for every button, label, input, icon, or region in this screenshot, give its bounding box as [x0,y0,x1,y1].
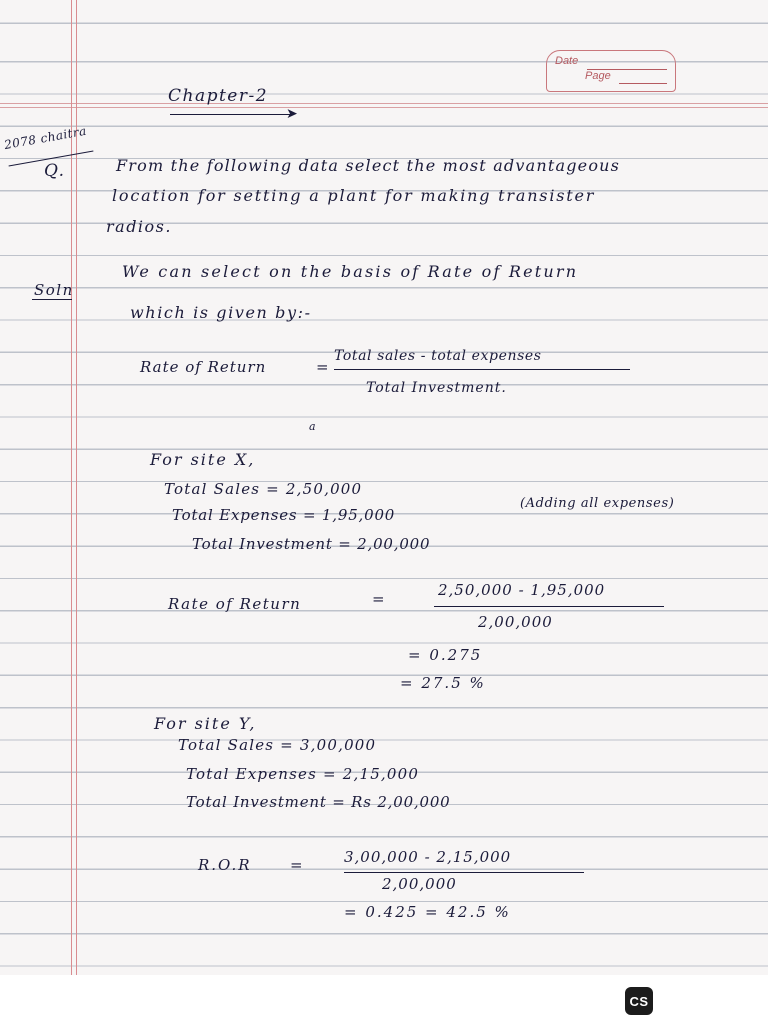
site-x-ror-numerator: 2,50,000 - 1,95,000 [438,581,606,599]
site-x-ror-denominator: 2,00,000 [478,613,553,631]
intro-line-1: We can select on the basis of Rate of Return [122,262,579,281]
margin-line [76,0,77,975]
site-x-sales: Total Sales = 2,50,000 [164,480,363,498]
formula-numerator: Total sales - total expenses [334,348,542,364]
date-page-box [546,50,676,92]
site-x-investment: Total Investment = 2,00,000 [192,535,431,553]
site-x-ror-equals: = [372,590,387,608]
question-line-3: radios. [106,217,172,236]
site-y-investment: Total Investment = Rs 2,00,000 [186,793,451,811]
site-x-ror-label: Rate of Return [168,595,302,613]
solution-label: Soln [34,281,74,299]
camscanner-logo-icon: CS [625,987,653,1015]
formula-fraction-bar [334,369,630,370]
question-side-note: 2078 chaitra [3,123,88,153]
site-y-expenses: Total Expenses = 2,15,000 [186,765,420,783]
question-label: Q. [44,161,66,181]
margin-line [71,0,72,975]
site-y-ror-numerator: 3,00,000 - 2,15,000 [344,848,512,866]
site-x-heading: For site X, [150,450,256,469]
formula-denominator: Total Investment. [366,380,507,396]
site-y-sales: Total Sales = 3,00,000 [178,736,377,754]
page-line [619,83,667,84]
question-line-1: From the following data select the most advantageous [116,156,621,175]
stray-mark: a [309,420,318,433]
top-rule [0,107,768,108]
date-label: Date [555,55,579,67]
intro-line-2: which is given by:- [130,303,312,322]
site-x-ror-step2: = 27.5 % [400,674,486,692]
arrow-icon: ➤ [286,106,298,122]
site-y-ror-label: R.O.R [198,856,252,874]
site-y-ror-denominator: 2,00,000 [382,875,457,893]
question-line-2: location for setting a plant for making transister [112,186,596,205]
solution-underline [32,299,72,300]
formula-equals: = [316,358,331,376]
site-y-ror-result: = 0.425 = 42.5 % [344,903,511,921]
site-x-expenses: Total Expenses = 1,95,000 [172,506,396,524]
page-label: Page [585,70,611,82]
site-x-expenses-note: (Adding all expenses) [520,496,675,511]
site-x-ror-step1: = 0.275 [408,646,483,664]
site-y-heading: For site Y, [154,714,257,733]
top-rule [0,103,768,104]
site-x-fraction-bar [434,606,664,607]
site-y-ror-equals: = [290,856,305,874]
formula-label: Rate of Return [140,358,267,376]
chapter-title: Chapter-2 [168,86,269,106]
site-y-fraction-bar [344,872,584,873]
chapter-underline [170,114,292,115]
